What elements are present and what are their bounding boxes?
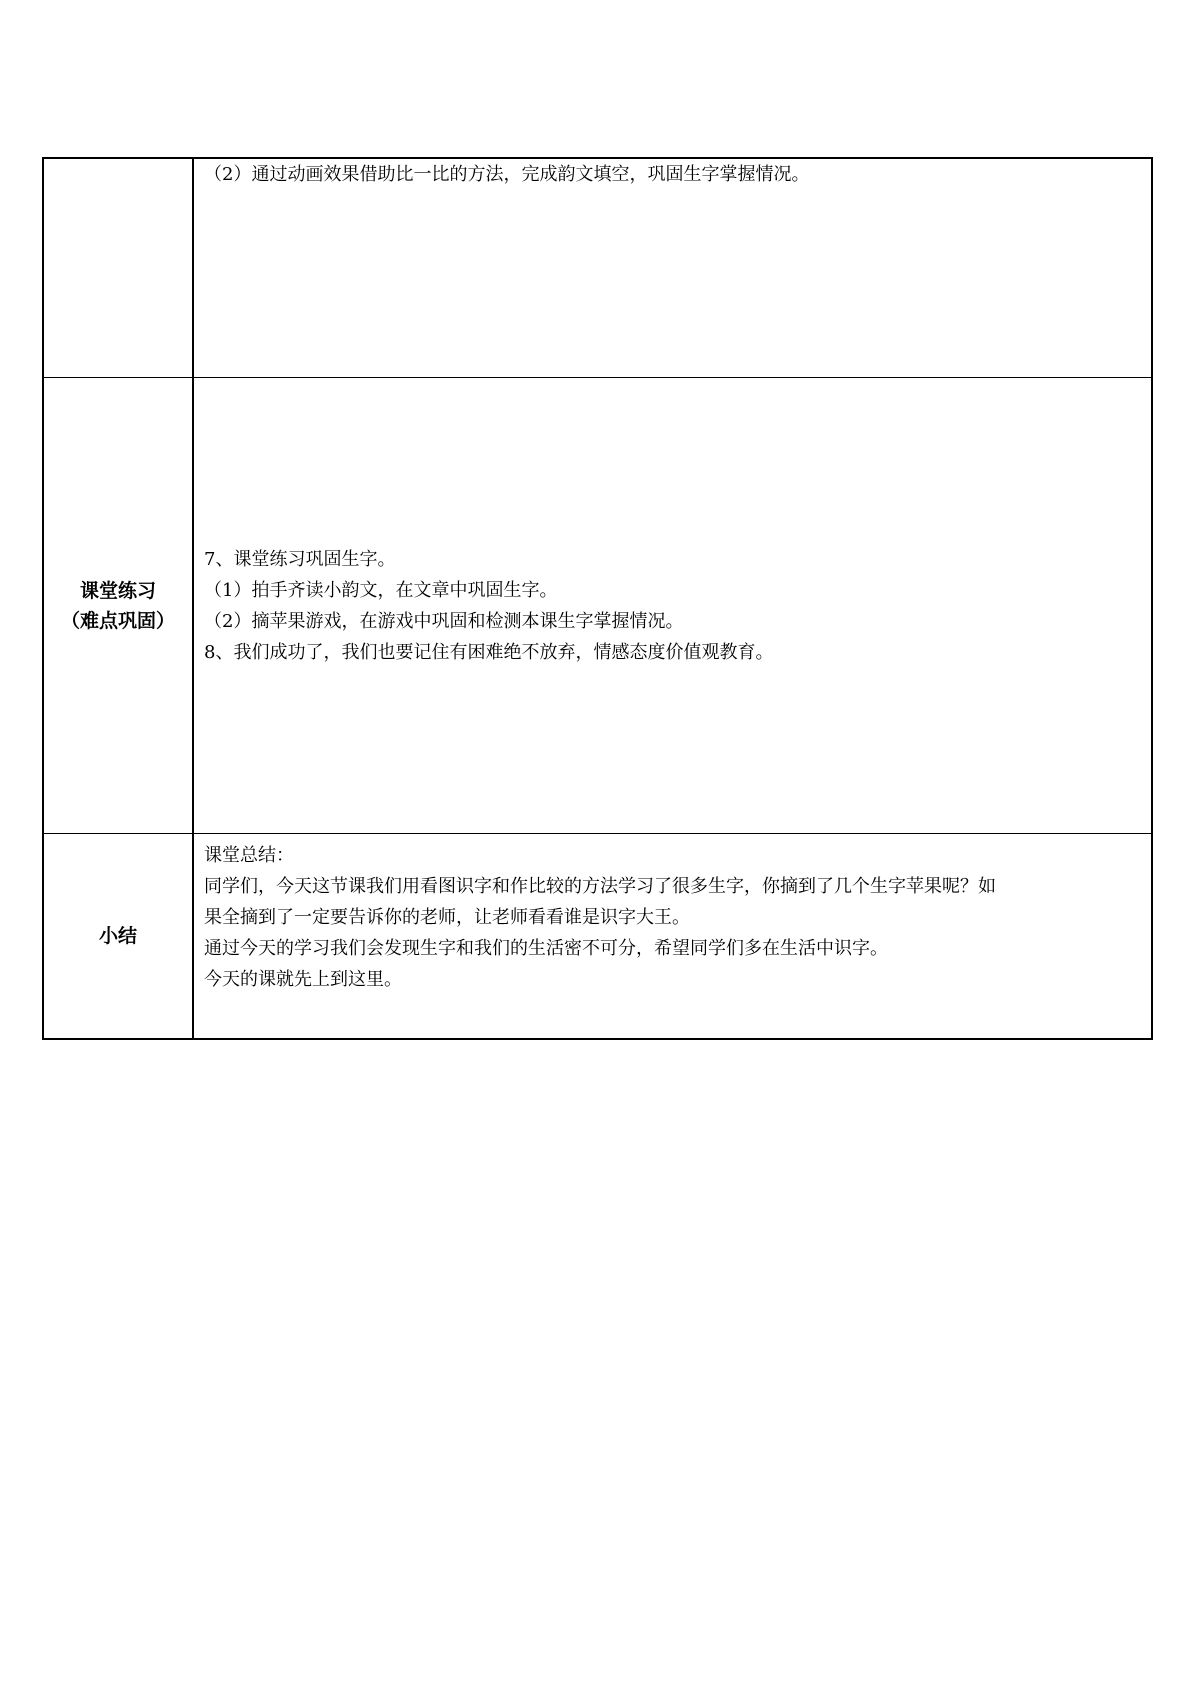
- content-line: （2）通过动画效果借助比一比的方法，完成韵文填空，巩固生字掌握情况。: [204, 164, 810, 185]
- content-line: 课堂总结：: [204, 845, 294, 866]
- lesson-plan-table: [42, 157, 1153, 1040]
- content-line: 通过今天的学习我们会发现生字和我们的生活密不可分，希望同学们多在生活中识字。: [204, 938, 888, 959]
- content-line: 今天的课就先上到这里。: [204, 969, 402, 990]
- content-line: （2）摘苹果游戏，在游戏中巩固和检测本课生字掌握情况。: [204, 610, 684, 632]
- row-content-cell: [193, 834, 1152, 1040]
- row-content-cell: [193, 378, 1152, 834]
- content-line: （1）拍手齐读小韵文，在文章中巩固生字。: [204, 579, 558, 601]
- row-label-cell-empty: [43, 158, 193, 378]
- content-line: 7、课堂练习巩固生字。: [204, 548, 396, 570]
- row-label-practice-sub: （难点巩固）: [60, 609, 175, 632]
- table-row: [43, 378, 1152, 834]
- content-line: 果全摘到了一定要告诉你的老师，让老师看看谁是识字大王。: [204, 907, 690, 928]
- row-label-cell: [43, 834, 193, 1040]
- table-row: [43, 834, 1152, 1040]
- table-row: [43, 158, 1152, 378]
- content-line: 8、我们成功了，我们也要记住有困难绝不放弃，情感态度价值观教育。: [204, 641, 774, 663]
- row-content-cell: [193, 158, 1152, 378]
- row-label-practice: 课堂练习: [79, 579, 156, 602]
- row-label-cell: [43, 378, 193, 834]
- content-line: 同学们，今天这节课我们用看图识字和作比较的方法学习了很多生字，你摘到了几个生字苹果呢？如: [204, 876, 996, 897]
- row-label-summary: 小结: [98, 925, 137, 947]
